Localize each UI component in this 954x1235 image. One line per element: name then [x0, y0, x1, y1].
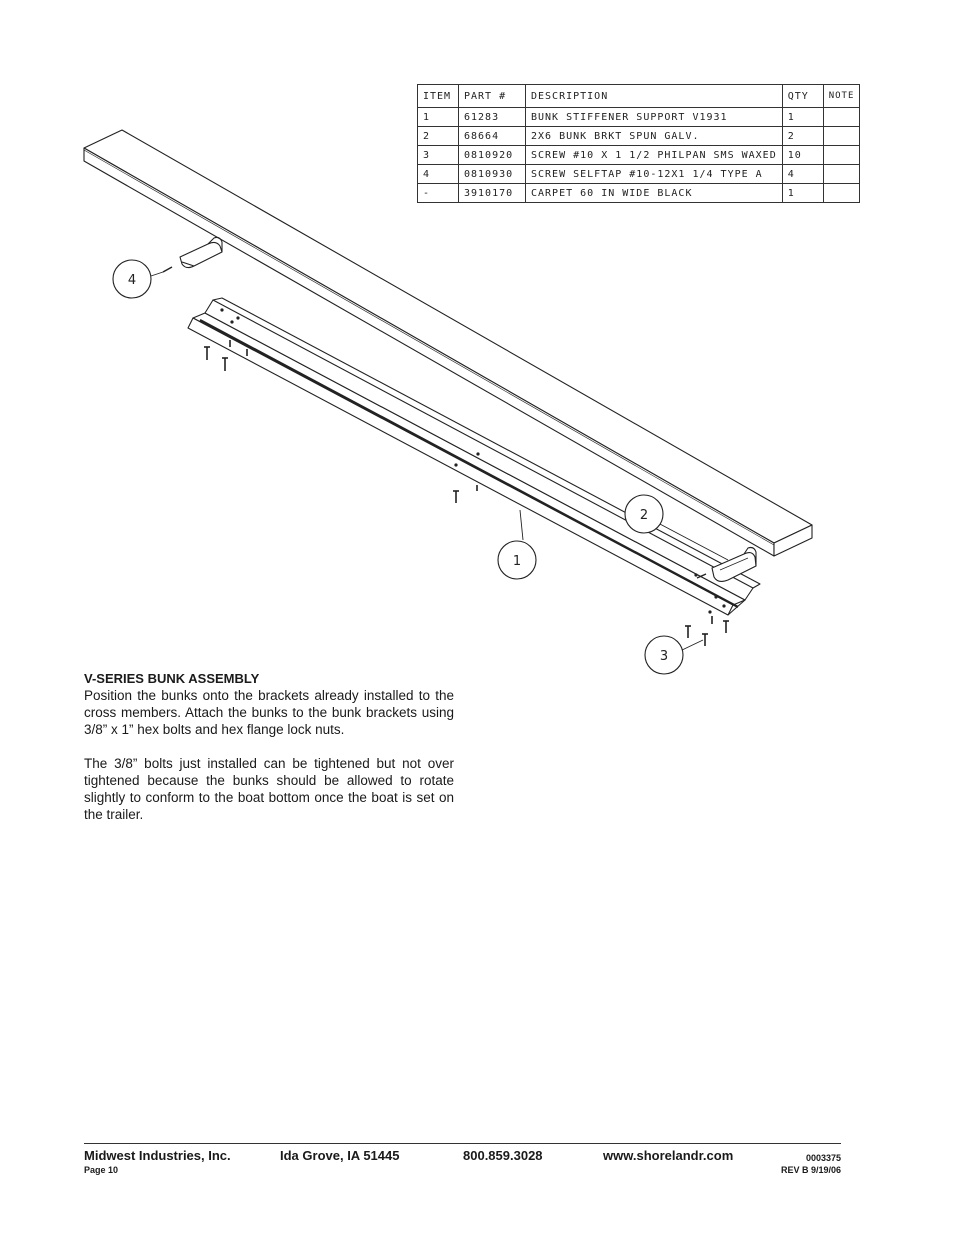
cell-part: 68664	[459, 127, 526, 146]
paragraph-1: Position the bunks onto the brackets already installed to the cross members. Attach the bunks to the bunk brackets using 3/8” x 1” hex bolts and hex flange lock nuts.	[84, 688, 454, 737]
header-item: ITEM	[418, 85, 459, 108]
cell-description: BUNK STIFFENER SUPPORT V1931	[526, 108, 783, 127]
footer-company: Midwest Industries, Inc.	[84, 1148, 231, 1163]
cell-item: 4	[418, 165, 459, 184]
paragraph-2: The 3/8” bolts just installed can be tightened but not over tightened because the bunks should be allowed to rotate slightly to conform to the boat bottom once the boat is set on the trailer.	[84, 756, 454, 822]
section-title: V-SERIES BUNK ASSEMBLY	[84, 671, 260, 686]
balloon-3-label: 3	[659, 649, 669, 664]
bunk-board	[84, 130, 812, 556]
cell-part: 0810920	[459, 146, 526, 165]
header-description: DESCRIPTION	[526, 85, 783, 108]
page-footer	[84, 1143, 841, 1175]
cell-qty: 4	[782, 165, 823, 184]
bunk-bracket-right	[712, 548, 756, 582]
cell-part: 3910170	[459, 184, 526, 203]
cell-description: SCREW #10 X 1 1/2 PHILPAN SMS WAXED	[526, 146, 783, 165]
assembly-instructions	[84, 670, 454, 840]
footer-revision: REV B 9/19/06	[780, 1165, 841, 1175]
footer-phone: 800.859.3028	[463, 1148, 543, 1163]
footer-page-number: Page 10	[84, 1165, 119, 1175]
cell-qty: 1	[782, 184, 823, 203]
balloon-1-label: 1	[512, 554, 522, 569]
cell-item: 1	[418, 108, 459, 127]
header-note: NOTE	[823, 85, 860, 108]
cell-description: SCREW SELFTAP #10-12X1 1/4 TYPE A	[526, 165, 783, 184]
cell-item: -	[418, 184, 459, 203]
header-part: PART #	[459, 85, 526, 108]
footer-website: www.shorelandr.com	[603, 1148, 734, 1163]
balloon-4-label: 4	[127, 273, 137, 288]
header-qty: QTY	[782, 85, 823, 108]
cell-qty: 10	[782, 146, 823, 165]
cell-part: 61283	[459, 108, 526, 127]
cell-item: 3	[418, 146, 459, 165]
screws-item-3	[204, 340, 729, 646]
footer-doc-number: 0003375	[805, 1153, 841, 1163]
cell-item: 2	[418, 127, 459, 146]
balloon-2-label: 2	[639, 508, 649, 523]
cell-description: 2X6 BUNK BRKT SPUN GALV.	[526, 127, 783, 146]
cell-qty: 2	[782, 127, 823, 146]
cell-description: CARPET 60 IN WIDE BLACK	[526, 184, 783, 203]
cell-part: 0810930	[459, 165, 526, 184]
cell-qty: 1	[782, 108, 823, 127]
bunk-bracket-left	[180, 238, 222, 268]
footer-city: Ida Grove, IA 51445	[280, 1148, 400, 1163]
